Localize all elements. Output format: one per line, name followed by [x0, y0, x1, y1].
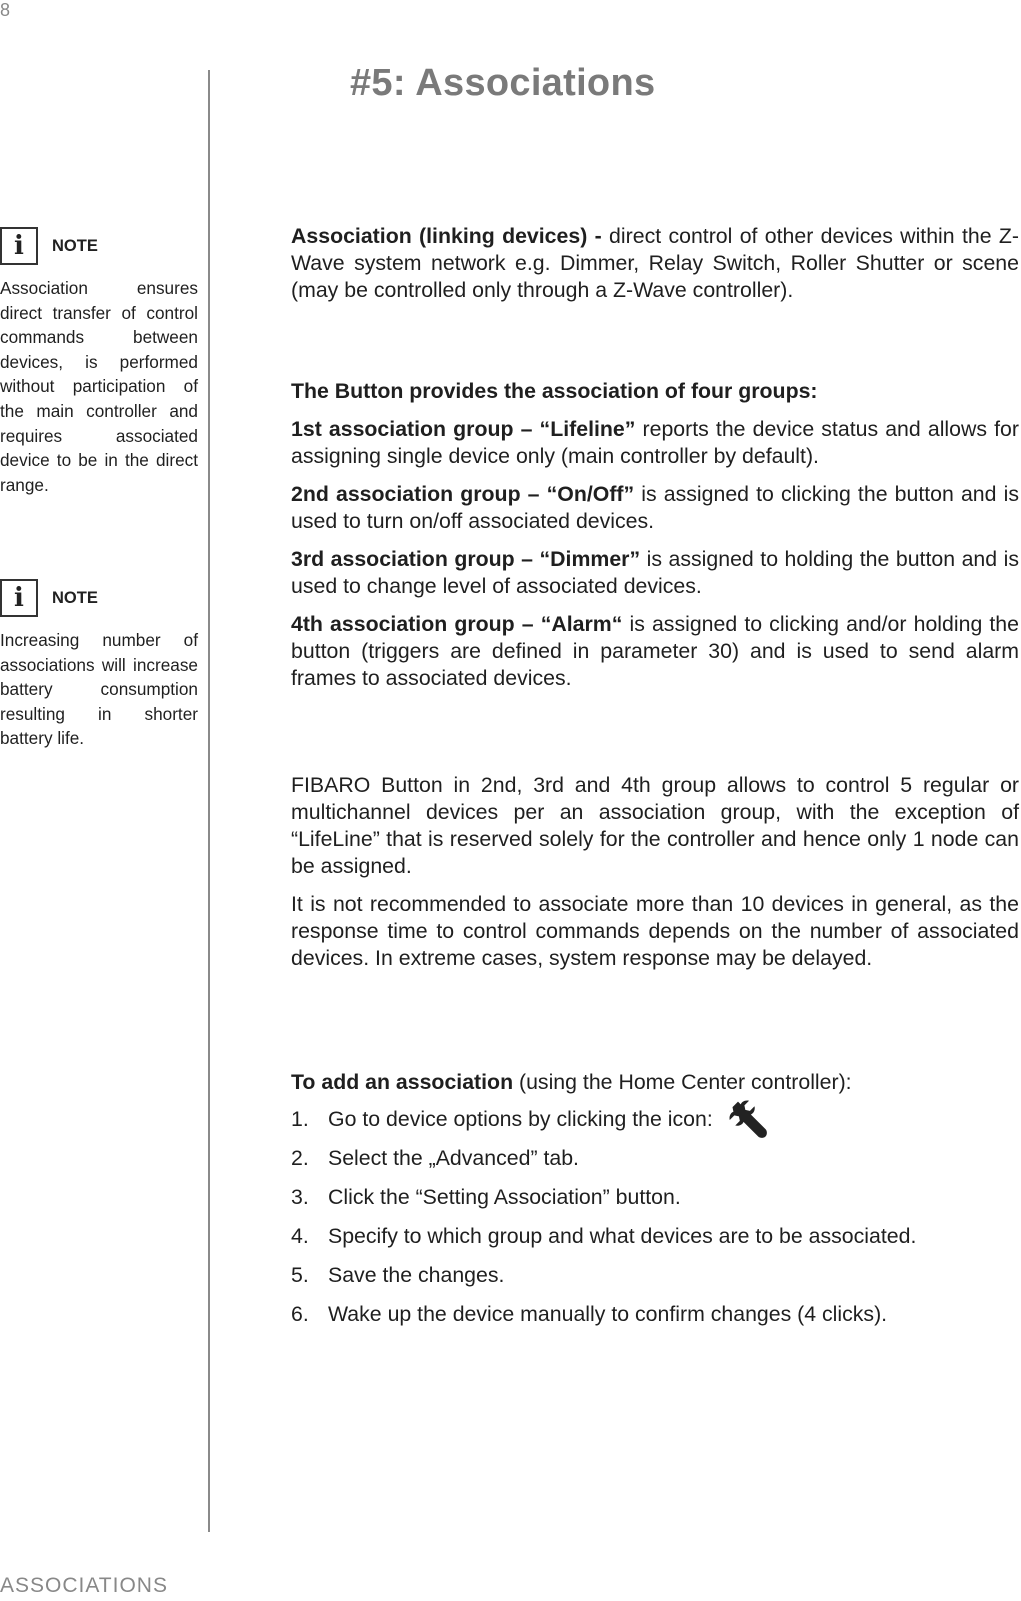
step-text: Specify to which group and what devices are to be associated. — [328, 1224, 917, 1248]
info-icon: i — [0, 227, 38, 265]
info-icon: i — [0, 579, 38, 617]
step-number: 5. — [291, 1263, 309, 1287]
step-item — [291, 1217, 1019, 1256]
step-text: Click the “Setting Association” button. — [328, 1185, 681, 1209]
note-label: NOTE — [52, 588, 98, 607]
note-association — [0, 226, 198, 497]
note-label: NOTE — [52, 236, 98, 255]
howto-title: To add an association — [291, 1070, 514, 1094]
step-text: Save the changes. — [328, 1263, 505, 1287]
step-item — [291, 1100, 1019, 1139]
group-item-4 — [291, 611, 1019, 692]
howto-intro — [291, 1069, 1019, 1096]
step-number: 3. — [291, 1185, 309, 1209]
note-header — [0, 578, 198, 618]
step-item — [291, 1139, 1019, 1178]
column-divider — [208, 70, 210, 1532]
step-item — [291, 1178, 1019, 1217]
step-number: 2. — [291, 1146, 309, 1170]
intro-text: direct control of other devices within the Z-Wave system network e.g. Dimmer, Relay Switch, Roller Shutter or scene (may be controlled only through a Z-Wave controller). — [291, 224, 1019, 302]
step-item — [291, 1256, 1019, 1295]
group-item-title: 2nd association group – “On/Off” — [291, 482, 635, 506]
info-section — [291, 772, 1019, 972]
group-item-text: is assigned to clicking the button and is used to turn on/off associated devices. — [291, 482, 1019, 533]
note-text: Increasing number of associations will increase battery consumption resulting in shorter battery life. — [0, 630, 198, 749]
group-item-title: 1st association group – “Lifeline” — [291, 417, 636, 441]
group-item-1 — [291, 416, 1019, 470]
groups-heading — [291, 378, 1019, 405]
step-number: 4. — [291, 1224, 309, 1248]
step-number: 1. — [291, 1107, 309, 1131]
groups-heading-text: The Button provides the association of four groups: — [291, 379, 818, 403]
intro-paragraph — [291, 223, 1019, 304]
wrench-icon — [727, 1098, 771, 1142]
howto-section — [291, 1069, 1019, 1334]
intro-term: Association (linking devices) - — [291, 224, 602, 248]
page-number: 8 — [0, 0, 11, 20]
step-text: Go to device options by clicking the icon: — [328, 1107, 713, 1131]
groups-section — [291, 378, 1019, 692]
note-header — [0, 226, 198, 266]
group-item-3 — [291, 546, 1019, 600]
step-item — [291, 1295, 1019, 1334]
group-item-2 — [291, 481, 1019, 535]
step-number: 6. — [291, 1302, 309, 1326]
group-item-text: is assigned to holding the button and is used to change level of associated devices. — [291, 547, 1019, 598]
howto-text: (using the Home Center controller): — [513, 1070, 852, 1094]
group-item-text: reports the device status and allows for assigning single device only (main controller by default). — [291, 417, 1019, 468]
info-paragraph-2: It is not recommended to associate more than 10 devices in general, as the response time to control commands depends on the number of associated devices. In extreme cases, system response may be delayed. — [291, 892, 1019, 970]
howto-steps — [291, 1100, 1019, 1334]
note-battery — [0, 578, 198, 751]
group-item-text: is assigned to clicking and/or holding the button (triggers are defined in parameter 30) and is used to send alarm frames to associated devices. — [291, 612, 1019, 690]
step-text: Select the „Advanced” tab. — [328, 1146, 579, 1170]
group-item-title: 4th association group – “Alarm“ — [291, 612, 623, 636]
group-item-title: 3rd association group – “Dimmer” — [291, 547, 641, 571]
info-paragraph-1: FIBARO Button in 2nd, 3rd and 4th group allows to control 5 regular or multichannel devices per an association group, with the exception of “LifeLine” that is reserved solely for the controller and hence only 1 node can be assigned. — [291, 773, 1019, 878]
section-title: #5: Associations — [350, 62, 656, 104]
footer-section-label: ASSOCIATIONS — [0, 1574, 168, 1597]
intro-section — [291, 223, 1019, 304]
note-text: Association ensures direct transfer of control commands between devices, is performed without participation of the main controller and requires associated device to be in the direct range. — [0, 278, 198, 495]
step-text: Wake up the device manually to confirm changes (4 clicks). — [328, 1302, 888, 1326]
